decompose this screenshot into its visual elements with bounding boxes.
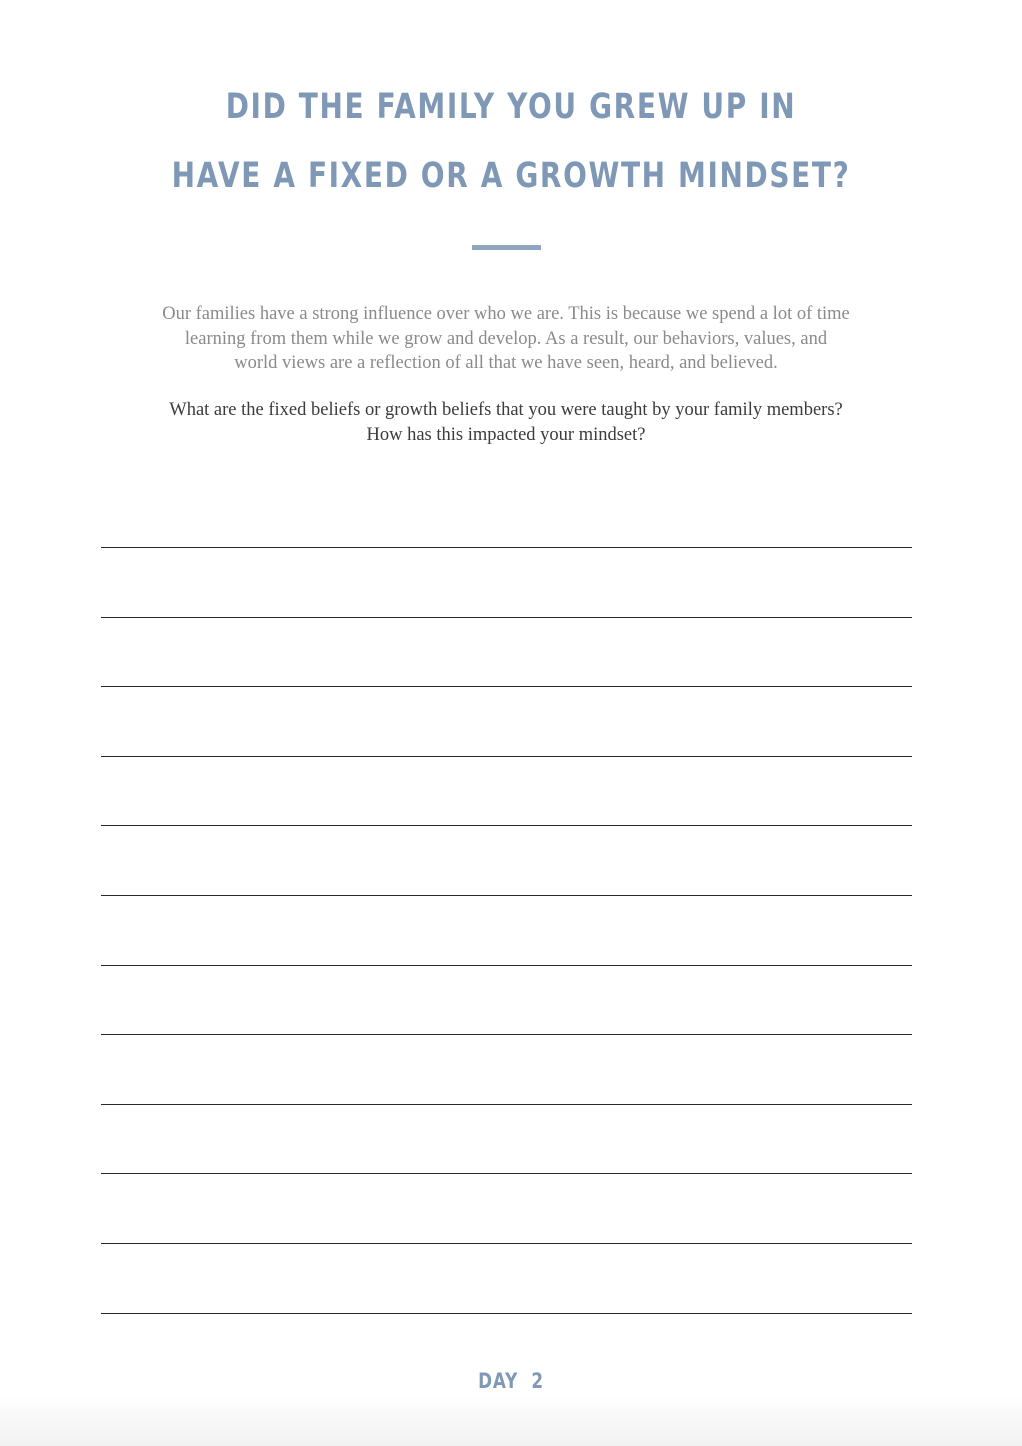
- writing-line: [101, 965, 912, 966]
- intro-line-2: learning from them while we grow and develop. As a result, our behaviors, values, and: [184, 328, 828, 349]
- writing-line: [101, 1034, 912, 1035]
- heading-line-1: DID THE FAMILY YOU GREW UP IN: [225, 87, 797, 127]
- writing-line: [101, 1243, 912, 1244]
- writing-line: [101, 1104, 912, 1105]
- writing-line: [101, 1313, 912, 1314]
- intro-line-1: Our families have a strong influence over who we are. This is because we spend a lot of time: [162, 304, 850, 324]
- writing-line: [101, 617, 912, 618]
- heading-line-2: HAVE A FIXED OR A GROWTH MINDSET?: [171, 156, 851, 196]
- day-label: DAY 2: [478, 1369, 544, 1393]
- writing-line: [101, 756, 912, 757]
- prompt-line-1: What are the fixed beliefs or growth beliefs that you were taught by your family members?: [169, 400, 843, 420]
- prompt-line-2: How has this impacted your mindset?: [366, 424, 646, 445]
- intro-line-3: world views are a reflection of all that we have seen, heard, and believed.: [234, 353, 778, 373]
- writing-line: [101, 547, 912, 548]
- accent-divider: [472, 245, 541, 250]
- writing-line: [101, 895, 912, 896]
- writing-line: [101, 1173, 912, 1174]
- prompt-question: [120, 398, 892, 447]
- writing-line: [101, 686, 912, 687]
- writing-line: [101, 825, 912, 826]
- intro-paragraph: [140, 302, 872, 376]
